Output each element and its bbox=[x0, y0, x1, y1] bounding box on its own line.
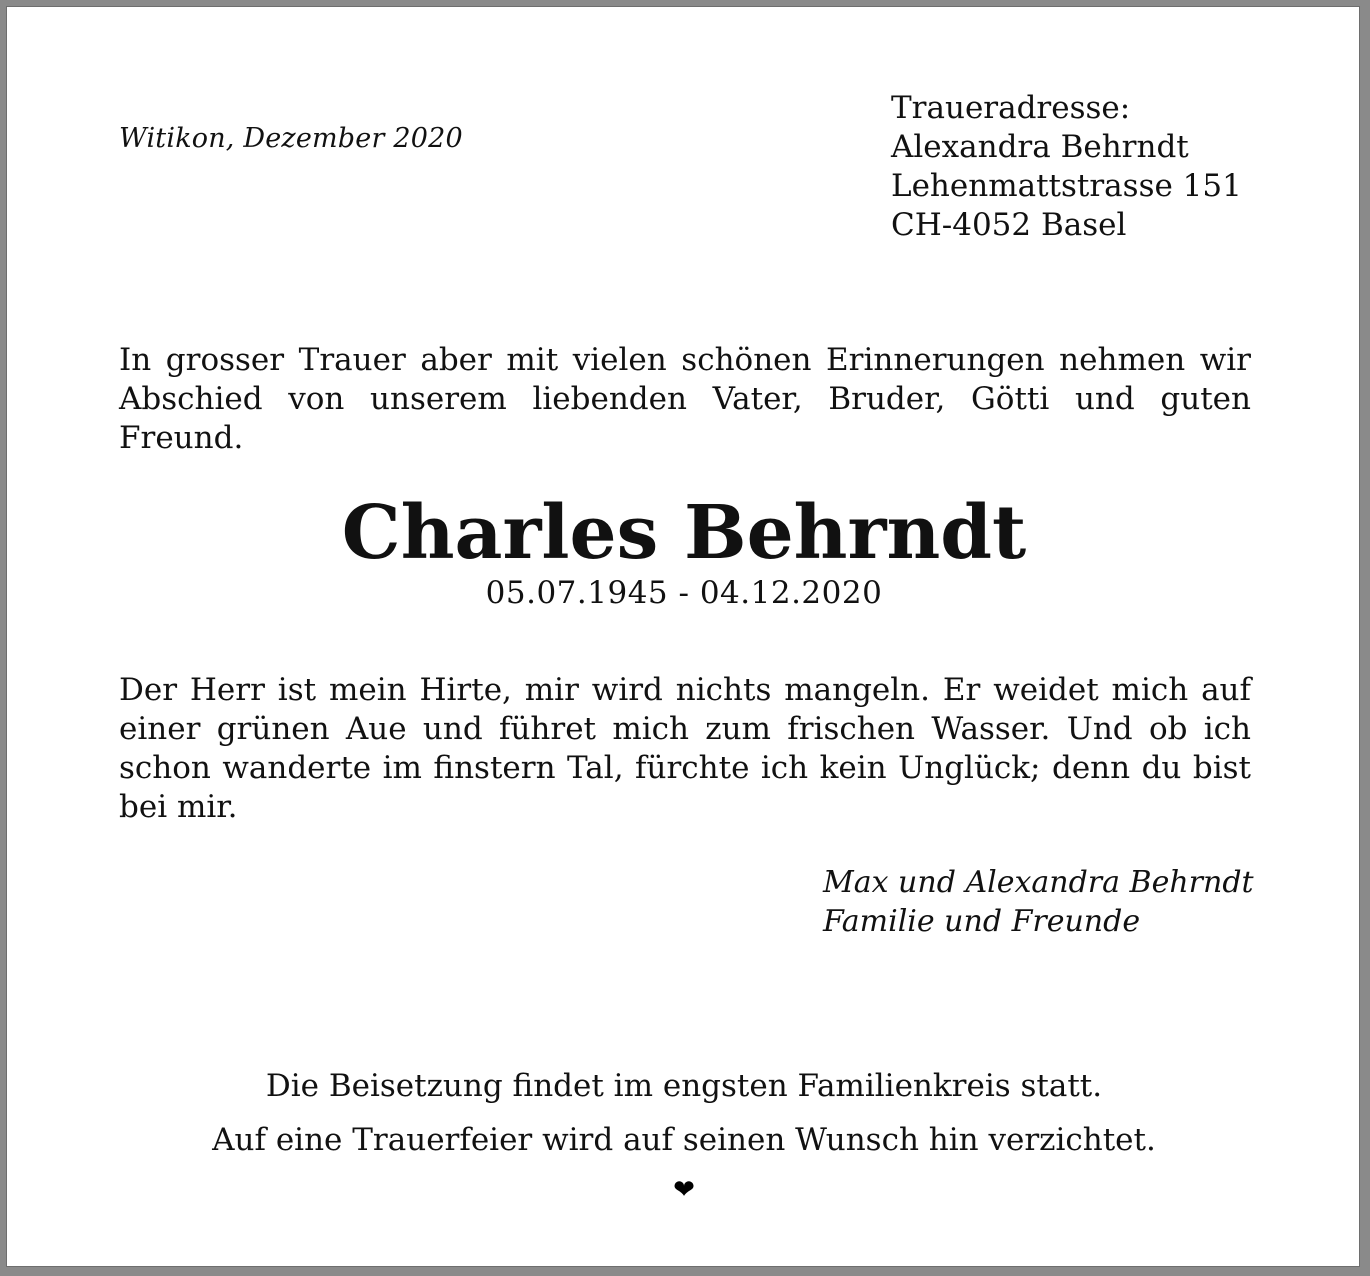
funeral-notes bbox=[7, 1059, 1361, 1167]
place-date: Witikon, Dezember 2020 bbox=[119, 123, 463, 154]
signer-line-2: Familie und Freunde bbox=[823, 904, 1141, 939]
burial-note: Die Beisetzung findet im engsten Familienkreis statt. bbox=[265, 1068, 1103, 1104]
heart-icon: ❤ bbox=[673, 1175, 695, 1205]
signer-line-1: Max und Alexandra Behrndt bbox=[823, 865, 1254, 900]
address-city: CH-4052 Basel bbox=[891, 207, 1127, 243]
obituary-page bbox=[6, 6, 1360, 1267]
address-name: Alexandra Behrndt bbox=[891, 129, 1189, 165]
ceremony-note: Auf eine Trauerfeier wird auf seinen Wunsch hin verzichtet. bbox=[212, 1122, 1156, 1158]
address-street: Lehenmattstrasse 151 bbox=[891, 168, 1242, 204]
deceased-name: Charles Behrndt bbox=[341, 490, 1027, 576]
psalm-quote: Der Herr ist mein Hirte, mir wird nichts mangeln. Er weidet mich auf einer grünen Aue und führet mich zum frischen Wasser. Und ob ich schon wanderte im finstern Tal, fürchte ich kein Unglück; denn du bist bei mir. bbox=[119, 672, 1251, 825]
signers bbox=[823, 863, 1254, 941]
intro-text: In grosser Trauer aber mit vielen schönen Erinnerungen nehmen wir Abschied von unserem liebenden Vater, Bruder, Götti und guten Freund. bbox=[119, 342, 1251, 456]
address-heading: Traueradresse: bbox=[891, 90, 1131, 126]
life-dates: 05.07.1945 - 04.12.2020 bbox=[485, 575, 883, 611]
mourning-address bbox=[891, 89, 1242, 245]
